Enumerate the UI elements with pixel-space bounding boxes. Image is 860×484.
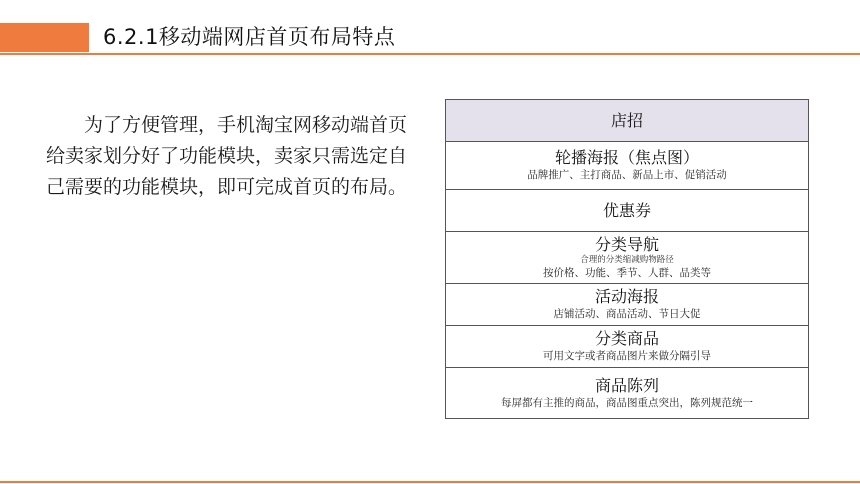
module-label: 优惠券	[602, 200, 651, 220]
module-description: 按价格、功能、季节、人群、品类等	[543, 266, 711, 279]
module-shop-header	[446, 100, 808, 142]
title-accent-block	[0, 23, 89, 52]
module-note: 合理的分类缩减购物路径	[580, 254, 674, 265]
module-carousel-banner	[446, 142, 808, 190]
footer-divider	[0, 481, 860, 483]
module-label: 轮播海报（焦点图）	[554, 148, 699, 167]
module-label: 店招	[610, 110, 643, 130]
homepage-layout-diagram	[445, 99, 809, 419]
intro-paragraph: 为了方便管理，手机淘宝网移动端首页给卖家划分好了功能模块，卖家只需选定自己需要的功能模块，即可完成首页的布局。	[46, 114, 408, 198]
module-activity-poster	[446, 284, 808, 326]
module-goods-display	[446, 368, 808, 418]
module-category-nav	[446, 232, 808, 284]
module-description: 品牌推广、主打商品、新品上市、促销活动	[527, 169, 727, 181]
module-category-goods	[446, 326, 808, 368]
module-coupon	[446, 190, 808, 232]
module-description: 可用文字或者商品图片来做分隔引导	[543, 350, 711, 362]
module-description: 店铺活动、商品活动、节日大促	[553, 308, 701, 320]
header-divider	[0, 53, 860, 55]
slide-title: 6.2.1移动端网店首页布局特点	[103, 25, 396, 49]
module-description: 每屏都有主推的商品，商品图重点突出，陈列规范统一	[501, 396, 753, 409]
module-label: 活动海报	[594, 287, 659, 306]
module-label: 分类导航	[594, 234, 659, 254]
module-label: 分类商品	[594, 329, 659, 348]
module-label: 商品陈列	[594, 375, 659, 395]
